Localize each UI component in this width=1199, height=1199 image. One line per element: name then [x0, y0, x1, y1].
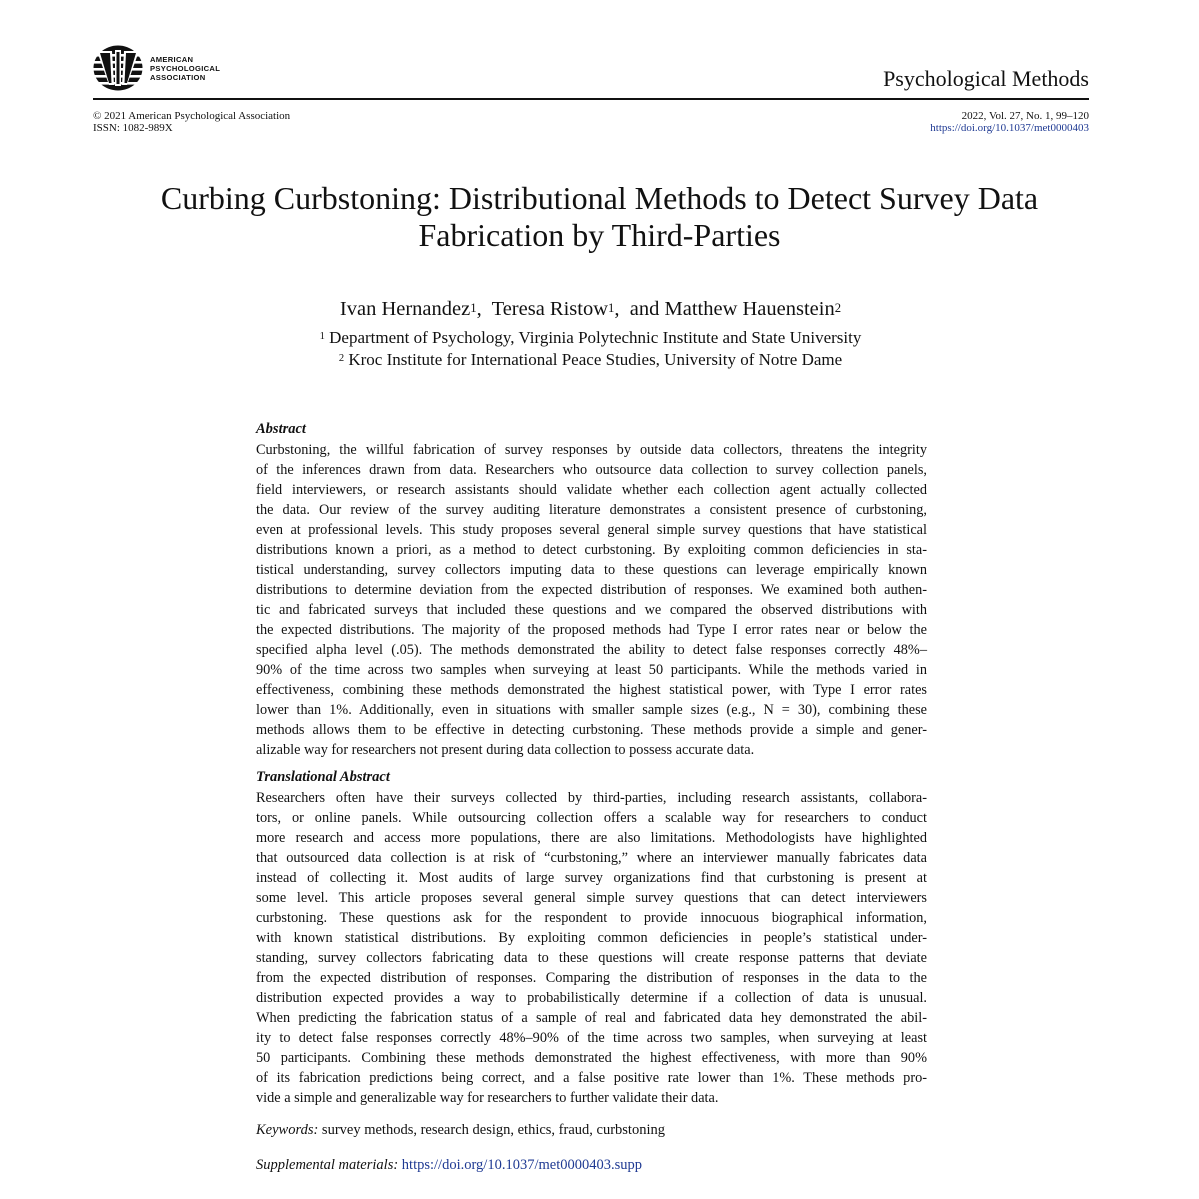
apa-logo [93, 45, 220, 91]
title-line: Fabrication by Third-Parties [418, 217, 781, 253]
supplemental-link[interactable]: https://doi.org/10.1037/met0000403.supp [401, 1157, 642, 1173]
paragraph-line: the data. Our review of the survey auditing literature demonstrates a consistent presence of curbstoning, [256, 502, 927, 518]
journal-name: Psychological Methods [883, 66, 1089, 91]
author-affiliation-mark: 2 [834, 300, 842, 315]
paper-title [0, 180, 1199, 254]
paragraph-line: distributions to determine deviation from the expected distribution of responses. We examined both authen- [256, 582, 927, 598]
apa-logo-icon [93, 45, 143, 91]
abstract-heading: Abstract [256, 421, 306, 437]
paragraph-line: effectiveness, combining these methods demonstrated the highest statistical power, with Type I error rates [256, 682, 927, 698]
copyright-line: © 2021 American Psychological Association [93, 110, 291, 122]
paragraph-line: vide a simple and generalizable way for researchers to further validate their data. [256, 1090, 719, 1106]
paragraph-line: lower than 1%. Additionally, even in situations with smaller sample sizes (e.g., N = 30), combining these [256, 702, 927, 718]
doi-link[interactable]: https://doi.org/10.1037/met0000403 [930, 122, 1089, 134]
author-name: Ivan Hernandez [339, 298, 471, 320]
paragraph-line: of the inferences drawn from data. Researchers who outsource data collection to survey collection panels, [256, 462, 927, 478]
paragraph-line: ity to detect false responses correctly 48%–90% of the time across two samples, when surveying at least [256, 1030, 927, 1046]
paragraph-line: even at professional levels. This study proposes several general simple survey questions that have statistical [256, 522, 927, 538]
author-affiliation-mark: 1 [470, 300, 477, 315]
logo-line: AMERICAN [150, 54, 194, 64]
paragraph-line: 50 participants. Combining these methods demonstrated the highest effectiveness, with more than 90% [256, 1050, 927, 1066]
logo-line: PSYCHOLOGICAL [150, 63, 221, 73]
translational-abstract-body [256, 788, 927, 1108]
paragraph-line: Researchers often have their surveys collected by third-parties, including research assistants, collabora- [256, 790, 927, 806]
paragraph-line: of its fabrication predictions being correct, and a false positive rate lower than 1%. These methods pro- [256, 1070, 927, 1086]
logo-line: ASSOCIATION [150, 72, 206, 82]
paragraph-line: tors, or online panels. While outsourcing collection offers a scalable way for researchers to conduct [256, 810, 927, 826]
paragraph-line: distributions known a priori, as a method to detect curbstoning. By exploiting common deficiencies in sta- [256, 542, 927, 558]
affiliation-mark: 1 [319, 330, 325, 342]
author-separator: , [476, 298, 492, 320]
keywords-text: survey methods, research design, ethics, fraud, curbstoning [321, 1122, 665, 1138]
paragraph-line: alizable way for researchers not present during data collection to possess accurate data. [256, 742, 755, 758]
keywords [256, 1120, 927, 1140]
author-affiliation-mark: 1 [608, 300, 615, 315]
publication-meta-right [930, 110, 1089, 134]
paragraph-line: tistical understanding, survey collectors imputing data to these questions can leverage empirically known [256, 562, 927, 578]
author-list [0, 296, 1181, 322]
volume-line: 2022, Vol. 27, No. 1, 99–120 [961, 110, 1089, 122]
apa-logo-text [150, 55, 220, 82]
title-line: Curbing Curbstoning: Distributional Methods to Detect Survey Data [160, 180, 1039, 216]
issn-line: ISSN: 1082-989X [93, 122, 173, 134]
abstract-body [256, 440, 927, 760]
paragraph-line: the expected distributions. The majority of the proposed methods had Type I error rates near or below the [256, 622, 927, 638]
author-separator: , and [614, 298, 665, 320]
paragraph-line: specified alpha level (.05). The methods demonstrated the ability to detect false responses correctly 48%– [256, 642, 927, 658]
header-rule [93, 98, 1089, 100]
supplemental-materials [256, 1155, 927, 1175]
supplemental-label: Supplemental materials: [256, 1157, 399, 1173]
paragraph-line: When predicting the fabrication status of a sample of real and fabricated data hey demonstrated the abil- [256, 1010, 927, 1026]
paragraph-line: some level. This article proposes several general simple survey questions that can detect interviewers [256, 890, 927, 906]
paragraph-line: Curbstoning, the willful fabrication of survey responses by outside data collectors, threatens the integrity [256, 442, 927, 458]
paragraph-line: with known statistical distributions. By exploiting common deficiencies in people’s statistical under- [256, 930, 927, 946]
paragraph-line: standing, survey collectors fabricating data to these questions will create response patterns that deviate [256, 950, 927, 966]
paragraph-line: 90% of the time across two samples when surveying at least 50 participants. While the methods varied in [256, 662, 927, 678]
affiliation-text: Kroc Institute for International Peace Studies, University of Notre Dame [348, 350, 843, 369]
paragraph-line: curbstoning. These questions ask for the respondent to provide innocuous biographical information, [256, 910, 927, 926]
author-name: Teresa Ristow [491, 298, 609, 320]
affiliation-text: Department of Psychology, Virginia Polytechnic Institute and State University [329, 328, 862, 347]
paragraph-line: tic and fabricated surveys that included these questions and we compared the observed distributions with [256, 602, 927, 618]
paragraph-line: distribution expected provides a way to probabilistically determine if a collection of data is unusual. [256, 990, 927, 1006]
author-name: Matthew Hauenstein [664, 298, 835, 320]
affiliation [0, 349, 1181, 371]
paragraph-line: more research and access more populations, there are also limitations. Methodologists have highlighted [256, 830, 927, 846]
paragraph-line: from the expected distribution of responses. Comparing the distribution of responses in the data to the [256, 970, 927, 986]
translational-abstract-heading: Translational Abstract [256, 769, 390, 785]
affiliation [0, 327, 1181, 349]
keywords-label: Keywords: [256, 1122, 319, 1138]
publication-meta-left [93, 110, 290, 134]
paragraph-line: that outsourced data collection is at risk of “curbstoning,” where an interviewer manually fabricates data [256, 850, 927, 866]
paragraph-line: methods allows them to be effective in detecting curbstoning. These methods provide a simple and gener- [256, 722, 927, 738]
paragraph-line: field interviewers, or research assistants should validate whether each collection agent actually collected [256, 482, 927, 498]
paragraph-line: instead of collecting it. Most audits of large survey organizations find that curbstoning is present at [256, 870, 927, 886]
affiliation-mark: 2 [338, 352, 345, 364]
